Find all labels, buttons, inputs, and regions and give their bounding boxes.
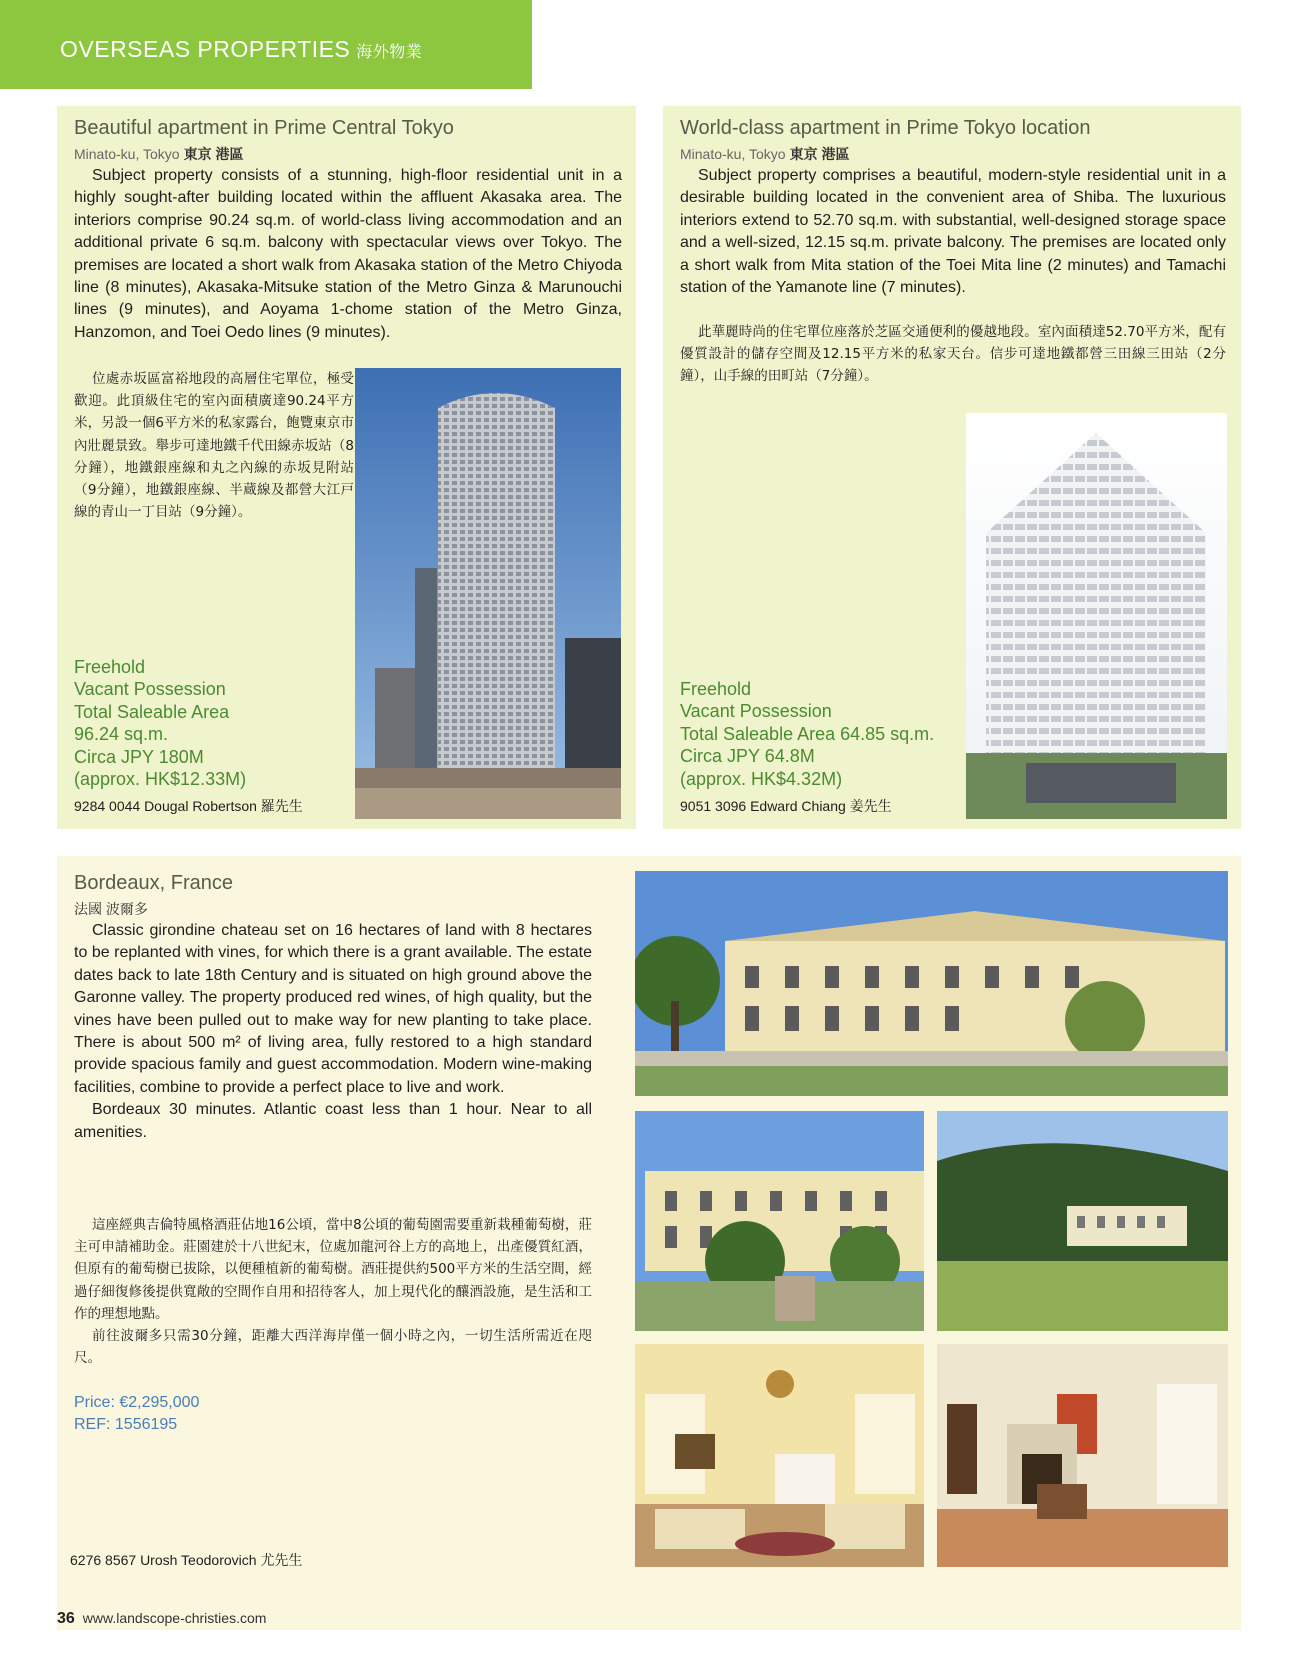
location-zh: 東京 港區: [789, 146, 850, 162]
section-title: [60, 36, 422, 63]
location-zh: 法國 波爾多: [74, 901, 148, 917]
listing-description: [74, 165, 622, 344]
fact-price-hkd: (approx. HK$4.32M): [680, 768, 843, 789]
fact-tenure: Freehold: [74, 657, 146, 677]
listing-description-zh: [74, 368, 354, 523]
footer-url[interactable]: www.landscope-christies.com: [82, 1610, 267, 1626]
description-paragraph-2: Bordeaux 30 minutes. Atlantic coast less than 1 hour. Near to all amenities.: [74, 1101, 592, 1141]
listing-location: [680, 144, 849, 164]
chateau-exterior-photo: [635, 871, 1228, 1096]
fact-price-hkd: (approx. HK$12.33M): [74, 769, 247, 790]
fact-area: Total Saleable Area 64.85 sq.m.: [680, 723, 935, 744]
listing-price: Price: €2,295,000: [74, 1394, 200, 1411]
contact-name-zh: 尤先生: [260, 1552, 303, 1568]
page-footer: [57, 1610, 266, 1628]
fact-tenure: Freehold: [680, 679, 752, 699]
chateau-facade-photo: [635, 1111, 924, 1331]
fact-price: Circa JPY 64.8M: [680, 746, 815, 767]
listing-title: Bordeaux, France: [74, 872, 233, 894]
listing-location: [74, 144, 243, 164]
fact-price: Circa JPY 180M: [74, 746, 204, 767]
location-en: Minato-ku, Tokyo: [680, 146, 786, 162]
contact-name: 6276 8567 Urosh Teodorovich: [70, 1552, 257, 1568]
chateau-hillside-photo: [937, 1111, 1228, 1331]
section-title-en: OVERSEAS PROPERTIES: [60, 36, 351, 62]
page-number: 36: [57, 1610, 75, 1627]
location-en: Minato-ku, Tokyo: [74, 146, 180, 162]
listing-facts: [680, 678, 965, 790]
contact-name: 9051 3096 Edward Chiang: [680, 798, 846, 814]
fact-possession: Vacant Possession: [680, 701, 832, 722]
listing-description-zh: [680, 321, 1226, 388]
fact-area-value: 96.24 sq.m.: [74, 724, 169, 745]
listing-title: Beautiful apartment in Prime Central Tokyo: [74, 117, 454, 139]
location-zh: 東京 港區: [183, 146, 244, 162]
description-zh-paragraph-2: 前往波爾多只需30分鐘，距離大西洋海岸僅一個小時之內，一切生活所需近在咫尺。: [74, 1328, 592, 1367]
listing-tokyo-shiba: [663, 106, 1241, 829]
contact-name: 9284 0044 Dougal Robertson: [74, 798, 257, 814]
description-zh-paragraph: 此華麗時尚的住宅單位座落於芝區交通便利的優越地段。室內面積達52.70平方米，配有優質設計的儲存空間及12.15平方米的私家天台。信步可達地鐵都營三田線三田站（2分鐘），山手線的田町站（7分鐘）。: [680, 324, 1226, 385]
listing-description-zh: [74, 1214, 592, 1369]
fact-area-label: Total Saleable Area: [74, 701, 230, 722]
listing-description: [74, 920, 592, 1144]
listing-contact: [680, 796, 892, 816]
listing-tokyo-akasaka: [57, 106, 636, 829]
listing-description: [680, 165, 1226, 299]
tower-photo-akasaka: [355, 368, 621, 819]
description-paragraph: Subject property consists of a stunning, high-floor residential unit in a highly sought-after building located within the affluent Akasaka area. The interiors comprise 90.24 sq.m. of world-class living accommodation and an additional private 6 sq.m. balcony with spectacular views over Tokyo. The premises are located a short walk from Akasaka station of the Metro Chiyoda line (8 minutes), Akasaka-Mitsuke station of the Metro Ginza & Marunouchi lines (9 minutes), and Aoyama 1-chome station of the Metro Ginza, Hanzomon, and Toei Oedo lines (9 minutes).: [74, 167, 622, 341]
description-paragraph: Subject property comprises a beautiful, modern-style residential unit in a desirable building located in the convenient area of Shiba. The luxurious interiors extend to 52.70 sq.m. with substantial, well-designed storage space and a well-sized, 12.15 sq.m. private balcony. The premises are located only a short walk from Mita station of the Toei Mita line (2 minutes) and Tamachi station of the Yamanote line (7 minutes).: [680, 167, 1226, 297]
listing-ref: REF: 1556195: [74, 1416, 178, 1433]
description-zh-paragraph: 位處赤坂區富裕地段的高層住宅單位，極受歡迎。此頂級住宅的室內面積廣達90.24平方米，另設一個6平方米的私家露台，飽覽東京市內壯麗景致。舉步可達地鐵千代田線赤坂站（8分鐘），地鐵銀座線和丸之內線的赤坂見附站（9分鐘），地鐵銀座線、半蔵線及都營大江戸線的青山一丁目站（9分鐘）。: [74, 371, 354, 521]
description-zh-paragraph: 這座經典吉倫特風格酒莊佔地16公頃，當中8公頃的葡萄園需要重新栽種葡萄樹，莊主可申請補助金。莊園建於十八世紀末，位處加龍河谷上方的高地上，出產優質紅酒，但原有的葡萄樹已拔除，以便種植新的葡萄樹。酒莊提供約500平方米的生活空間，經過仔細復修後提供寬敞的空間作自用和招待客人，加上現代化的釀酒設施，是生活和工作的理想地點。: [74, 1217, 592, 1322]
salon-interior-photo: [635, 1344, 924, 1567]
listing-contact: [70, 1550, 302, 1570]
hall-interior-photo: [937, 1344, 1228, 1567]
listing-contact: [74, 796, 303, 816]
listing-price-block: [74, 1392, 199, 1436]
listing-bordeaux: [57, 856, 1241, 1630]
listing-title: World-class apartment in Prime Tokyo location: [680, 117, 1091, 139]
tower-photo-shiba: [966, 413, 1227, 819]
listing-location: [74, 899, 148, 919]
section-header-bar: [0, 0, 532, 89]
section-title-zh: 海外物業: [356, 44, 423, 61]
contact-name-zh: 姜先生: [849, 798, 892, 814]
listing-facts: [74, 656, 344, 790]
fact-possession: Vacant Possession: [74, 679, 226, 700]
contact-name-zh: 羅先生: [260, 798, 303, 814]
description-paragraph: Classic girondine chateau set on 16 hectares of land with 8 hectares to be replanted with vines, for which there is a grant available. The estate dates back to late 18th Century and is situated on high ground above the Garonne valley. The property produced red wines, of high quality, but the vines have been pulled out to make way for new planting to take place. There is about 500 m² of living area, fully restored to a high standard provide spacious family and guest accommodation. Modern wine-making facilities, combine to provide a perfect place to live and work.: [74, 922, 592, 1096]
